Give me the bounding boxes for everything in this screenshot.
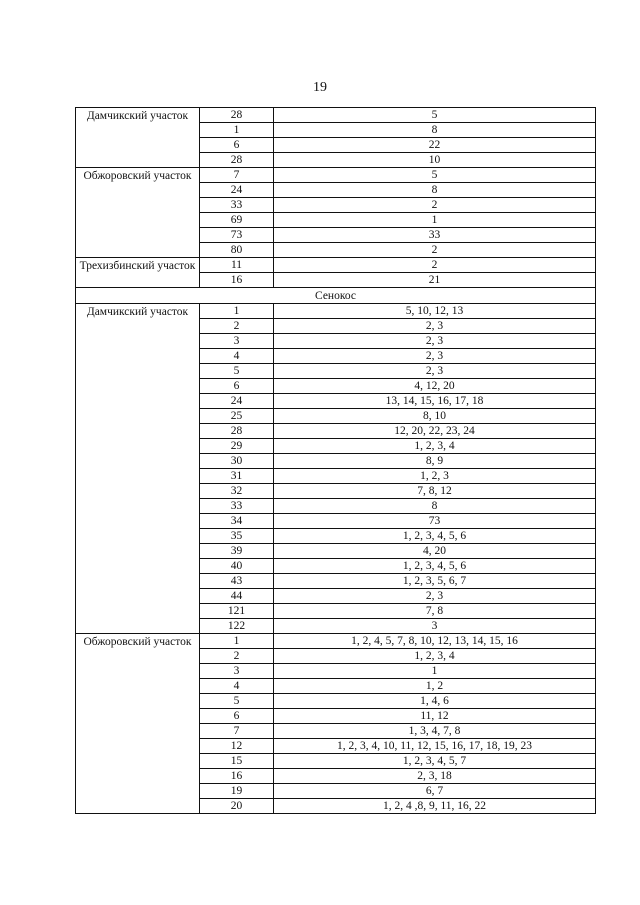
plot-numbers-cell: 33 — [274, 228, 596, 243]
plot-numbers-cell: 5, 10, 12, 13 — [274, 304, 596, 319]
quarter-number-cell: 35 — [200, 529, 274, 544]
quarter-number-cell: 16 — [200, 769, 274, 784]
area-name-cell: Обжоровский участок — [76, 634, 200, 814]
quarter-number-cell: 39 — [200, 544, 274, 559]
quarter-number-cell: 28 — [200, 153, 274, 168]
quarter-number-cell: 7 — [200, 724, 274, 739]
quarter-number-cell: 24 — [200, 183, 274, 198]
plot-numbers-cell: 1 — [274, 664, 596, 679]
plot-numbers-cell: 22 — [274, 138, 596, 153]
plot-numbers-cell: 2, 3 — [274, 319, 596, 334]
plot-numbers-cell: 4, 12, 20 — [274, 379, 596, 394]
quarter-number-cell: 31 — [200, 469, 274, 484]
quarter-number-cell: 69 — [200, 213, 274, 228]
quarter-number-cell: 11 — [200, 258, 274, 273]
plot-numbers-cell: 2 — [274, 258, 596, 273]
plot-numbers-cell: 2, 3 — [274, 589, 596, 604]
plot-numbers-cell: 7, 8 — [274, 604, 596, 619]
quarter-number-cell: 1 — [200, 634, 274, 649]
plot-numbers-cell: 1, 2, 4, 5, 7, 8, 10, 12, 13, 14, 15, 16 — [274, 634, 596, 649]
plot-numbers-cell: 21 — [274, 273, 596, 288]
area-name-cell: Дамчикский участок — [76, 108, 200, 168]
quarter-number-cell: 6 — [200, 379, 274, 394]
quarter-number-cell: 3 — [200, 664, 274, 679]
quarter-number-cell: 73 — [200, 228, 274, 243]
quarter-number-cell: 4 — [200, 349, 274, 364]
quarter-number-cell: 43 — [200, 574, 274, 589]
quarter-number-cell: 40 — [200, 559, 274, 574]
area-name-cell: Трехизбинский участок — [76, 258, 200, 288]
quarter-number-cell: 2 — [200, 649, 274, 664]
plot-numbers-cell: 1, 2, 4 ,8, 9, 11, 16, 22 — [274, 799, 596, 814]
plot-numbers-cell: 1, 2, 3, 4 — [274, 649, 596, 664]
quarter-number-cell: 28 — [200, 108, 274, 123]
quarter-number-cell: 33 — [200, 499, 274, 514]
quarter-number-cell: 6 — [200, 138, 274, 153]
plot-numbers-cell: 13, 14, 15, 16, 17, 18 — [274, 394, 596, 409]
plot-numbers-cell: 1, 3, 4, 7, 8 — [274, 724, 596, 739]
plot-numbers-cell: 2, 3 — [274, 364, 596, 379]
quarter-number-cell: 6 — [200, 709, 274, 724]
area-name-cell: Дамчикский участок — [76, 304, 200, 634]
plot-numbers-cell: 73 — [274, 514, 596, 529]
plot-numbers-cell: 1, 2, 3, 4, 5, 7 — [274, 754, 596, 769]
plot-numbers-cell: 1, 4, 6 — [274, 694, 596, 709]
quarter-number-cell: 122 — [200, 619, 274, 634]
quarter-number-cell: 28 — [200, 424, 274, 439]
plot-numbers-cell: 2 — [274, 243, 596, 258]
quarter-number-cell: 30 — [200, 454, 274, 469]
plot-numbers-cell: 1, 2, 3, 4 — [274, 439, 596, 454]
plot-numbers-cell: 1, 2, 3 — [274, 469, 596, 484]
quarter-number-cell: 29 — [200, 439, 274, 454]
quarter-number-cell: 33 — [200, 198, 274, 213]
plot-numbers-cell: 1, 2, 3, 5, 6, 7 — [274, 574, 596, 589]
plot-numbers-cell: 5 — [274, 108, 596, 123]
quarter-number-cell: 15 — [200, 754, 274, 769]
quarter-number-cell: 2 — [200, 319, 274, 334]
plot-numbers-cell: 8 — [274, 183, 596, 198]
quarter-number-cell: 5 — [200, 364, 274, 379]
quarter-number-cell: 7 — [200, 168, 274, 183]
plot-numbers-cell: 2, 3 — [274, 349, 596, 364]
quarter-number-cell: 24 — [200, 394, 274, 409]
table-row — [76, 258, 596, 273]
quarter-number-cell: 3 — [200, 334, 274, 349]
quarter-number-cell: 1 — [200, 304, 274, 319]
plot-numbers-cell: 5 — [274, 168, 596, 183]
plot-numbers-cell: 11, 12 — [274, 709, 596, 724]
area-name-cell: Обжоровский участок — [76, 168, 200, 258]
quarter-number-cell: 19 — [200, 784, 274, 799]
quarter-number-cell: 34 — [200, 514, 274, 529]
plot-numbers-cell: 2, 3, 18 — [274, 769, 596, 784]
quarter-number-cell: 44 — [200, 589, 274, 604]
quarter-number-cell: 20 — [200, 799, 274, 814]
plot-numbers-cell: 4, 20 — [274, 544, 596, 559]
plot-numbers-cell: 8, 10 — [274, 409, 596, 424]
quarter-number-cell: 80 — [200, 243, 274, 258]
plot-numbers-cell: 1, 2, 3, 4, 5, 6 — [274, 559, 596, 574]
page-number: 19 — [313, 80, 327, 95]
section-row — [76, 288, 596, 304]
forest-allotment-table — [75, 107, 596, 814]
plot-numbers-cell: 2, 3 — [274, 334, 596, 349]
plot-numbers-cell: 8 — [274, 499, 596, 514]
quarter-number-cell: 1 — [200, 123, 274, 138]
plot-numbers-cell: 1 — [274, 213, 596, 228]
quarter-number-cell: 4 — [200, 679, 274, 694]
plot-numbers-cell: 3 — [274, 619, 596, 634]
table-row — [76, 304, 596, 319]
section-title: Сенокос — [76, 288, 596, 304]
plot-numbers-cell: 12, 20, 22, 23, 24 — [274, 424, 596, 439]
plot-numbers-cell: 7, 8, 12 — [274, 484, 596, 499]
plot-numbers-cell: 6, 7 — [274, 784, 596, 799]
plot-numbers-cell: 8 — [274, 123, 596, 138]
quarter-number-cell: 5 — [200, 694, 274, 709]
table-row — [76, 108, 596, 123]
plot-numbers-cell: 10 — [274, 153, 596, 168]
quarter-number-cell: 16 — [200, 273, 274, 288]
table-row — [76, 168, 596, 183]
table-row — [76, 634, 596, 649]
plot-numbers-cell: 2 — [274, 198, 596, 213]
plot-numbers-cell: 1, 2, 3, 4, 5, 6 — [274, 529, 596, 544]
quarter-number-cell: 32 — [200, 484, 274, 499]
quarter-number-cell: 25 — [200, 409, 274, 424]
plot-numbers-cell: 1, 2 — [274, 679, 596, 694]
quarter-number-cell: 121 — [200, 604, 274, 619]
plot-numbers-cell: 8, 9 — [274, 454, 596, 469]
quarter-number-cell: 12 — [200, 739, 274, 754]
plot-numbers-cell: 1, 2, 3, 4, 10, 11, 12, 15, 16, 17, 18, 19, 23 — [274, 739, 596, 754]
